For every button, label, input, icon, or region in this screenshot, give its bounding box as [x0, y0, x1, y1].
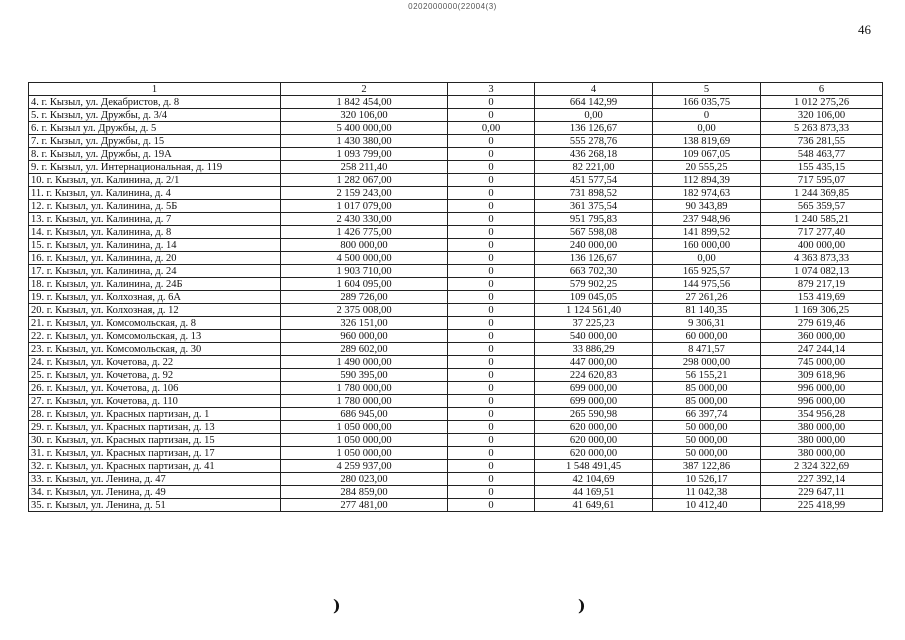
table-row: [29, 434, 883, 447]
table-row: [29, 226, 883, 239]
value-cell: 41 649,61: [535, 499, 653, 512]
value-cell: 0: [448, 408, 535, 421]
value-cell: 50 000,00: [653, 421, 761, 434]
address-cell: 28. г. Кызыл, ул. Красных партизан, д. 1: [29, 408, 281, 421]
value-cell: 109 067,05: [653, 148, 761, 161]
value-cell: 699 000,00: [535, 395, 653, 408]
value-cell: 663 702,30: [535, 265, 653, 278]
value-cell: 10 412,40: [653, 499, 761, 512]
value-cell: 745 000,00: [761, 356, 883, 369]
value-cell: 20 555,25: [653, 161, 761, 174]
value-cell: 82 221,00: [535, 161, 653, 174]
value-cell: 0: [448, 187, 535, 200]
value-cell: 0: [448, 356, 535, 369]
value-cell: 354 956,28: [761, 408, 883, 421]
value-cell: 996 000,00: [761, 382, 883, 395]
value-cell: 240 000,00: [535, 239, 653, 252]
value-cell: 447 000,00: [535, 356, 653, 369]
value-cell: 0: [448, 421, 535, 434]
table-row: [29, 174, 883, 187]
value-cell: 1 490 000,00: [281, 356, 448, 369]
value-cell: 85 000,00: [653, 382, 761, 395]
table-row: [29, 252, 883, 265]
value-cell: 960 000,00: [281, 330, 448, 343]
value-cell: 2 324 322,69: [761, 460, 883, 473]
column-header: 2: [281, 83, 448, 96]
table-row: [29, 343, 883, 356]
value-cell: 0,00: [448, 122, 535, 135]
value-cell: 0: [448, 200, 535, 213]
column-header: 4: [535, 83, 653, 96]
value-cell: 1 017 079,00: [281, 200, 448, 213]
address-cell: 13. г. Кызыл, ул. Калинина, д. 7: [29, 213, 281, 226]
value-cell: 289 726,00: [281, 291, 448, 304]
value-cell: 800 000,00: [281, 239, 448, 252]
value-cell: 5 263 873,33: [761, 122, 883, 135]
value-cell: 247 244,14: [761, 343, 883, 356]
value-cell: 579 902,25: [535, 278, 653, 291]
value-cell: 380 000,00: [761, 421, 883, 434]
value-cell: 387 122,86: [653, 460, 761, 473]
table-row: [29, 291, 883, 304]
value-cell: 0: [448, 447, 535, 460]
value-cell: 258 211,40: [281, 161, 448, 174]
value-cell: 436 268,18: [535, 148, 653, 161]
value-cell: 1 842 454,00: [281, 96, 448, 109]
value-cell: 565 359,57: [761, 200, 883, 213]
value-cell: 620 000,00: [535, 447, 653, 460]
value-cell: 1 093 799,00: [281, 148, 448, 161]
value-cell: 555 278,76: [535, 135, 653, 148]
value-cell: 1 240 585,21: [761, 213, 883, 226]
value-cell: 0: [448, 343, 535, 356]
value-cell: 33 886,29: [535, 343, 653, 356]
value-cell: 1 050 000,00: [281, 434, 448, 447]
value-cell: 56 155,21: [653, 369, 761, 382]
value-cell: 0: [448, 317, 535, 330]
value-cell: 227 392,14: [761, 473, 883, 486]
table-row: [29, 161, 883, 174]
address-cell: 27. г. Кызыл, ул. Кочетова, д. 110: [29, 395, 281, 408]
table-row: [29, 369, 883, 382]
value-cell: 298 000,00: [653, 356, 761, 369]
table-row: [29, 447, 883, 460]
value-cell: 1 604 095,00: [281, 278, 448, 291]
value-cell: 0: [448, 148, 535, 161]
address-cell: 12. г. Кызыл, ул. Калинина, д. 5Б: [29, 200, 281, 213]
value-cell: 879 217,19: [761, 278, 883, 291]
value-cell: 81 140,35: [653, 304, 761, 317]
address-cell: 14. г. Кызыл, ул. Калинина, д. 8: [29, 226, 281, 239]
value-cell: 237 948,96: [653, 213, 761, 226]
value-cell: 664 142,99: [535, 96, 653, 109]
value-cell: 380 000,00: [761, 434, 883, 447]
value-cell: 451 577,54: [535, 174, 653, 187]
column-header: 1: [29, 83, 281, 96]
value-cell: 540 000,00: [535, 330, 653, 343]
value-cell: 1 244 369,85: [761, 187, 883, 200]
value-cell: 136 126,67: [535, 252, 653, 265]
table-row: [29, 135, 883, 148]
table-row: [29, 317, 883, 330]
column-header: 5: [653, 83, 761, 96]
value-cell: 2 159 243,00: [281, 187, 448, 200]
address-cell: 34. г. Кызыл, ул. Ленина, д. 49: [29, 486, 281, 499]
value-cell: 2 375 008,00: [281, 304, 448, 317]
address-cell: 35. г. Кызыл, ул. Ленина, д. 51: [29, 499, 281, 512]
value-cell: 144 975,56: [653, 278, 761, 291]
table-row: [29, 122, 883, 135]
value-cell: 277 481,00: [281, 499, 448, 512]
table-row: [29, 96, 883, 109]
value-cell: 717 277,40: [761, 226, 883, 239]
value-cell: 155 435,15: [761, 161, 883, 174]
value-cell: 0: [448, 239, 535, 252]
address-cell: 23. г. Кызыл, ул. Комсомольская, д. 30: [29, 343, 281, 356]
value-cell: 42 104,69: [535, 473, 653, 486]
value-cell: 1 430 380,00: [281, 135, 448, 148]
address-cell: 30. г. Кызыл, ул. Красных партизан, д. 15: [29, 434, 281, 447]
value-cell: 11 042,38: [653, 486, 761, 499]
value-cell: 182 974,63: [653, 187, 761, 200]
value-cell: 1 780 000,00: [281, 395, 448, 408]
value-cell: 225 418,99: [761, 499, 883, 512]
address-cell: 17. г. Кызыл, ул. Калинина, д. 24: [29, 265, 281, 278]
value-cell: 0: [448, 213, 535, 226]
address-cell: 29. г. Кызыл, ул. Красных партизан, д. 13: [29, 421, 281, 434]
value-cell: 717 595,07: [761, 174, 883, 187]
value-cell: 1 169 306,25: [761, 304, 883, 317]
address-cell: 7. г. Кызыл, ул. Дружбы, д. 15: [29, 135, 281, 148]
handwritten-mark-left: ): [333, 596, 341, 615]
value-cell: 1 903 710,00: [281, 265, 448, 278]
value-cell: 0: [448, 174, 535, 187]
address-cell: 32. г. Кызыл, ул. Красных партизан, д. 41: [29, 460, 281, 473]
value-cell: 153 419,69: [761, 291, 883, 304]
value-cell: 27 261,26: [653, 291, 761, 304]
address-cell: 9. г. Кызыл, ул. Интернациональная, д. 119: [29, 161, 281, 174]
value-cell: 567 598,08: [535, 226, 653, 239]
value-cell: 1 548 491,45: [535, 460, 653, 473]
value-cell: 0: [448, 161, 535, 174]
value-cell: 37 225,23: [535, 317, 653, 330]
value-cell: 0: [653, 109, 761, 122]
address-cell: 22. г. Кызыл, ул. Комсомольская, д. 13: [29, 330, 281, 343]
value-cell: 320 106,00: [761, 109, 883, 122]
value-cell: 0,00: [653, 252, 761, 265]
address-cell: 25. г. Кызыл, ул. Кочетова, д. 92: [29, 369, 281, 382]
table-row: [29, 200, 883, 213]
value-cell: 44 169,51: [535, 486, 653, 499]
address-cell: 19. г. Кызыл, ул. Колхозная, д. 6А: [29, 291, 281, 304]
value-cell: 50 000,00: [653, 447, 761, 460]
value-cell: 90 343,89: [653, 200, 761, 213]
value-cell: 8 471,57: [653, 343, 761, 356]
value-cell: 320 106,00: [281, 109, 448, 122]
value-cell: 136 126,67: [535, 122, 653, 135]
value-cell: 289 602,00: [281, 343, 448, 356]
table-row: [29, 304, 883, 317]
column-header: 6: [761, 83, 883, 96]
value-cell: 60 000,00: [653, 330, 761, 343]
value-cell: 0,00: [653, 122, 761, 135]
value-cell: 4 363 873,33: [761, 252, 883, 265]
value-cell: 0: [448, 473, 535, 486]
value-cell: 309 618,96: [761, 369, 883, 382]
value-cell: 0: [448, 486, 535, 499]
value-cell: 1 074 082,13: [761, 265, 883, 278]
value-cell: 141 899,52: [653, 226, 761, 239]
address-cell: 8. г. Кызыл, ул. Дружбы, д. 19А: [29, 148, 281, 161]
value-cell: 284 859,00: [281, 486, 448, 499]
value-cell: 160 000,00: [653, 239, 761, 252]
address-cell: 10. г. Кызыл, ул. Калинина, д. 2/1: [29, 174, 281, 187]
value-cell: 1 780 000,00: [281, 382, 448, 395]
value-cell: 229 647,11: [761, 486, 883, 499]
table-row: [29, 265, 883, 278]
value-cell: 1 282 067,00: [281, 174, 448, 187]
table-row: [29, 330, 883, 343]
value-cell: 361 375,54: [535, 200, 653, 213]
value-cell: 326 151,00: [281, 317, 448, 330]
table-row: [29, 213, 883, 226]
table-row: [29, 382, 883, 395]
table-body: [29, 96, 883, 512]
value-cell: 138 819,69: [653, 135, 761, 148]
value-cell: 699 000,00: [535, 382, 653, 395]
value-cell: 380 000,00: [761, 447, 883, 460]
value-cell: 0: [448, 278, 535, 291]
table-row: [29, 486, 883, 499]
value-cell: 2 430 330,00: [281, 213, 448, 226]
header-row: [29, 83, 883, 96]
value-cell: 0: [448, 330, 535, 343]
value-cell: 265 590,98: [535, 408, 653, 421]
value-cell: 165 925,57: [653, 265, 761, 278]
value-cell: 0: [448, 109, 535, 122]
value-cell: 1 012 275,26: [761, 96, 883, 109]
value-cell: 280 023,00: [281, 473, 448, 486]
table-row: [29, 356, 883, 369]
value-cell: 686 945,00: [281, 408, 448, 421]
value-cell: 1 426 775,00: [281, 226, 448, 239]
value-cell: 0: [448, 369, 535, 382]
value-cell: 112 894,39: [653, 174, 761, 187]
address-cell: 21. г. Кызыл, ул. Комсомольская, д. 8: [29, 317, 281, 330]
value-cell: 620 000,00: [535, 434, 653, 447]
table-row: [29, 408, 883, 421]
value-cell: 4 500 000,00: [281, 252, 448, 265]
value-cell: 951 795,83: [535, 213, 653, 226]
value-cell: 85 000,00: [653, 395, 761, 408]
document-code: 0202000000(22004(3): [408, 2, 497, 11]
data-table: [28, 82, 883, 512]
address-cell: 16. г. Кызыл, ул. Калинина, д. 20: [29, 252, 281, 265]
value-cell: 109 045,05: [535, 291, 653, 304]
value-cell: 9 306,31: [653, 317, 761, 330]
column-header: 3: [448, 83, 535, 96]
page-number: 46: [858, 22, 871, 37]
value-cell: 0: [448, 291, 535, 304]
address-cell: 24. г. Кызыл, ул. Кочетова, д. 22: [29, 356, 281, 369]
value-cell: 0,00: [535, 109, 653, 122]
value-cell: 224 620,83: [535, 369, 653, 382]
table-row: [29, 499, 883, 512]
value-cell: 1 050 000,00: [281, 447, 448, 460]
value-cell: 5 400 000,00: [281, 122, 448, 135]
address-cell: 15. г. Кызыл, ул. Калинина, д. 14: [29, 239, 281, 252]
value-cell: 279 619,46: [761, 317, 883, 330]
table-row: [29, 421, 883, 434]
value-cell: 0: [448, 304, 535, 317]
table-row: [29, 460, 883, 473]
value-cell: 360 000,00: [761, 330, 883, 343]
value-cell: 620 000,00: [535, 421, 653, 434]
address-cell: 11. г. Кызыл, ул. Калинина, д. 4: [29, 187, 281, 200]
value-cell: 0: [448, 460, 535, 473]
table-row: [29, 278, 883, 291]
value-cell: 4 259 937,00: [281, 460, 448, 473]
address-cell: 5. г. Кызыл, ул. Дружбы, д. 3/4: [29, 109, 281, 122]
value-cell: 1 124 561,40: [535, 304, 653, 317]
value-cell: 400 000,00: [761, 239, 883, 252]
address-cell: 6. г. Кызыл ул. Дружбы, д. 5: [29, 122, 281, 135]
value-cell: 0: [448, 265, 535, 278]
value-cell: 0: [448, 499, 535, 512]
address-cell: 4. г. Кызыл, ул. Декабристов, д. 8: [29, 96, 281, 109]
value-cell: 1 050 000,00: [281, 421, 448, 434]
value-cell: 166 035,75: [653, 96, 761, 109]
value-cell: 0: [448, 382, 535, 395]
address-cell: 18. г. Кызыл, ул. Калинина, д. 24Б: [29, 278, 281, 291]
value-cell: 548 463,77: [761, 148, 883, 161]
address-cell: 31. г. Кызыл, ул. Красных партизан, д. 17: [29, 447, 281, 460]
value-cell: 590 395,00: [281, 369, 448, 382]
table-row: [29, 473, 883, 486]
value-cell: 731 898,52: [535, 187, 653, 200]
value-cell: 736 281,55: [761, 135, 883, 148]
table-header: [29, 83, 883, 96]
address-cell: 26. г. Кызыл, ул. Кочетова, д. 106: [29, 382, 281, 395]
value-cell: 0: [448, 226, 535, 239]
value-cell: 996 000,00: [761, 395, 883, 408]
table-row: [29, 109, 883, 122]
table-row: [29, 148, 883, 161]
table-row: [29, 187, 883, 200]
value-cell: 0: [448, 96, 535, 109]
value-cell: 0: [448, 135, 535, 148]
value-cell: 0: [448, 395, 535, 408]
value-cell: 0: [448, 434, 535, 447]
handwritten-mark-right: ): [578, 596, 586, 615]
address-cell: 20. г. Кызыл, ул. Колхозная, д. 12: [29, 304, 281, 317]
value-cell: 0: [448, 252, 535, 265]
value-cell: 50 000,00: [653, 434, 761, 447]
table-row: [29, 239, 883, 252]
table-row: [29, 395, 883, 408]
address-cell: 33. г. Кызыл, ул. Ленина, д. 47: [29, 473, 281, 486]
value-cell: 10 526,17: [653, 473, 761, 486]
value-cell: 66 397,74: [653, 408, 761, 421]
